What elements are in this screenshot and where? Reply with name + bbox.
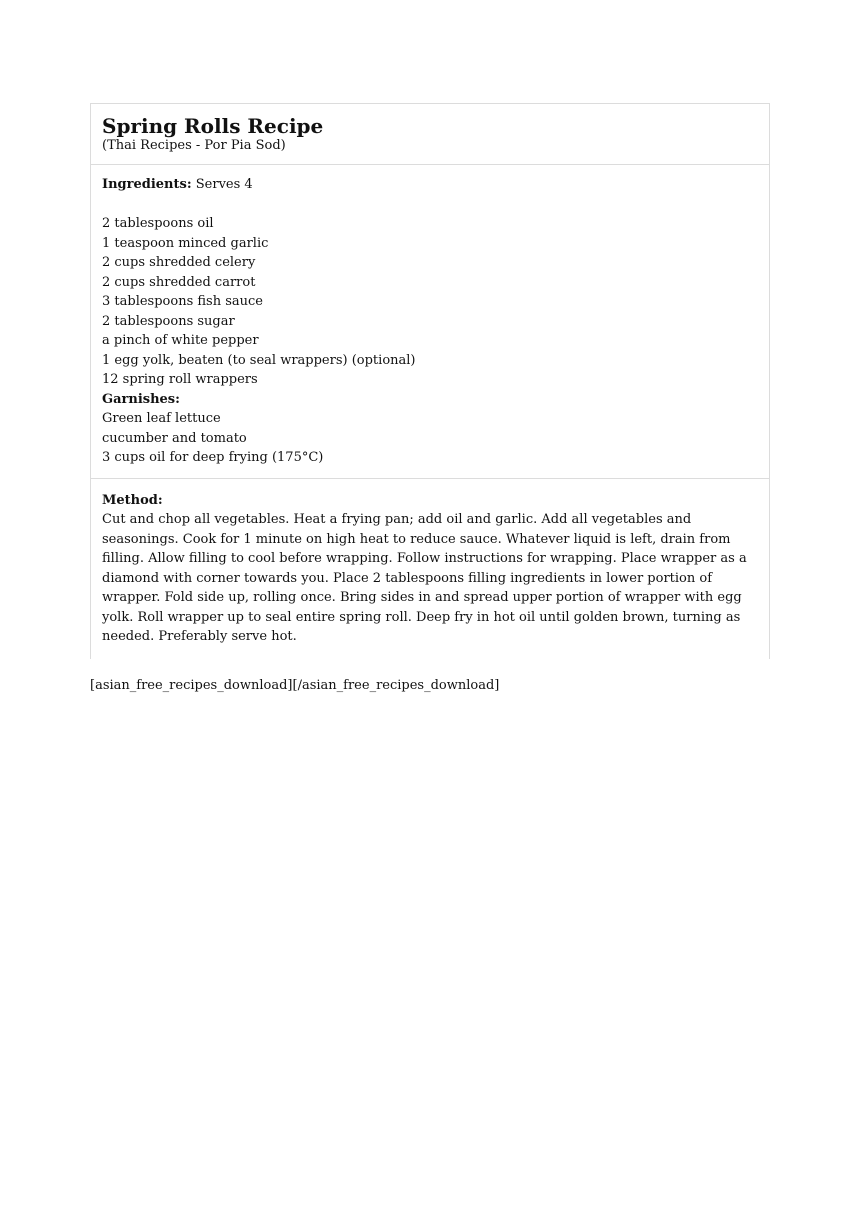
ingredient-item: 3 tablespoons fish sauce xyxy=(102,294,263,309)
recipe-subtitle: (Thai Recipes - Por Pia Sod) xyxy=(102,138,286,153)
ingredients-section xyxy=(91,165,769,479)
method-heading: Method: xyxy=(102,492,163,508)
ingredient-item: 1 teaspoon minced garlic xyxy=(102,235,269,251)
ingredients-heading xyxy=(102,175,758,195)
ingredient-item: 1 egg yolk, beaten (to seal wrappers) (optional) xyxy=(102,352,416,368)
recipe-card xyxy=(90,103,770,659)
garnish-list xyxy=(102,409,758,468)
garnishes-heading: Garnishes: xyxy=(102,391,180,407)
ingredient-item: 2 tablespoons sugar xyxy=(102,313,235,329)
method-text: Cut and chop all vegetables. Heat a frying pan; add oil and garlic. Add all vegetables and seasonings. Cook for 1 minute on high heat to reduce sauce. Whatever liquid is left, drain from filling. Allow filling to cool before wrapping. Follow instructions for wrapping. Place wrapper as a diamond with corner towards you. Place 2 tablespoons filling ingredients in lower portion of wrapper. Fold side up, rolling once. Bring sides in and spread upper portion of wrapper with egg yolk. Roll wrapper up to seal entire spring roll. Deep fry in hot oil until golden brown, turning as needed. Preferably serve hot. xyxy=(102,512,747,644)
garnish-item: Green leaf lettuce xyxy=(102,411,221,426)
ingredient-item: 2 cups shredded carrot xyxy=(102,274,256,290)
ingredient-list xyxy=(102,214,758,390)
ingredient-item: a pinch of white pepper xyxy=(102,333,259,348)
method-section xyxy=(91,479,769,659)
recipe-title: Spring Rolls Recipe xyxy=(102,114,324,138)
ingredients-label: Ingredients: xyxy=(102,177,192,192)
ingredient-item: 12 spring roll wrappers xyxy=(102,372,258,387)
serves-text: Serves 4 xyxy=(195,177,253,192)
garnish-item: cucumber and tomato xyxy=(102,430,247,446)
download-shortcode: [asian_free_recipes_download][/asian_free_recipes_download] xyxy=(90,678,500,693)
garnish-item: 3 cups oil for deep frying (175°C) xyxy=(102,450,324,465)
ingredient-item: 2 cups shredded celery xyxy=(102,255,256,270)
ingredient-item: 2 tablespoons oil xyxy=(102,216,214,231)
recipe-header xyxy=(91,104,769,165)
